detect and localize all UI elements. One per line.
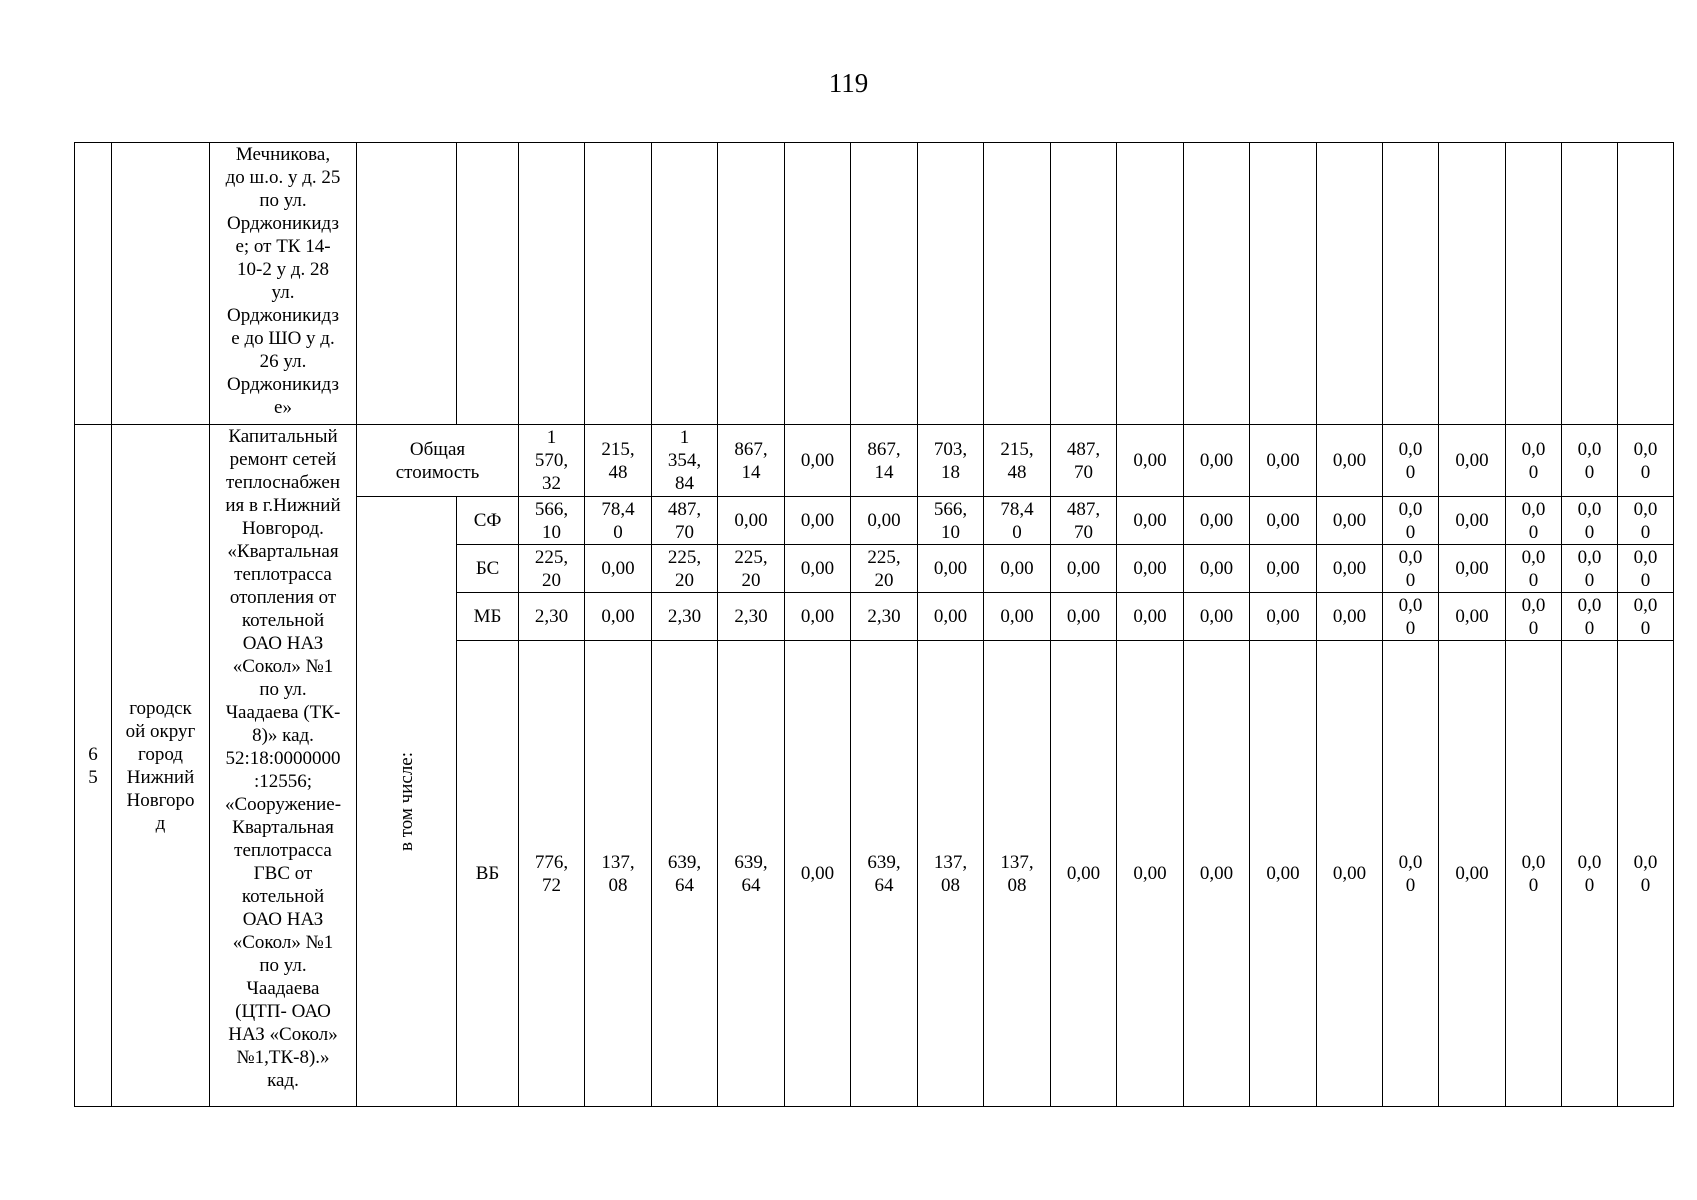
empty-cell	[718, 143, 785, 425]
cell-value: 0,0 0	[1577, 851, 1602, 896]
cell-value: 225, 20	[734, 546, 768, 591]
cell-value: 0,00	[800, 510, 835, 531]
value-cell	[652, 641, 718, 1107]
value-cell	[984, 593, 1051, 641]
cell-value: 0,0 0	[1521, 546, 1546, 591]
cell-value: 0,0 0	[1633, 594, 1658, 639]
total-label: Общая стоимость	[395, 438, 480, 483]
value-cell	[718, 497, 785, 545]
value-cell	[652, 545, 718, 593]
cell-value: 0,00	[1455, 863, 1489, 884]
value-cell	[851, 593, 918, 641]
value-cell	[1250, 545, 1317, 593]
cell-value: 0,0 0	[1398, 546, 1423, 591]
value-cell	[1051, 497, 1117, 545]
cell-value: 0,00	[1199, 863, 1234, 884]
value-cell	[851, 425, 918, 497]
cell-value: 0,00	[1455, 606, 1489, 627]
value-cell	[1184, 593, 1250, 641]
page-number: 119	[828, 68, 869, 98]
value-cell	[1506, 641, 1562, 1107]
cell-value: 2,30	[734, 606, 768, 627]
value-cell	[1117, 497, 1184, 545]
cell-value: 0,0 0	[1577, 546, 1602, 591]
empty-cell	[984, 143, 1051, 425]
value-cell	[918, 593, 984, 641]
value-cell	[585, 593, 652, 641]
cell-value: 0,0 0	[1521, 498, 1546, 543]
value-cell	[785, 641, 851, 1107]
cell-value: 0,00	[1266, 450, 1300, 471]
value-cell	[1618, 593, 1674, 641]
cell-value: 0,0 0	[1633, 438, 1658, 483]
value-cell	[1383, 497, 1439, 545]
total-row	[75, 425, 1674, 497]
cell-value: 487, 70	[1066, 438, 1101, 483]
cell-value: 0,0 0	[1398, 851, 1423, 896]
value-cell	[1051, 545, 1117, 593]
description-text: Мечникова, до ш.о. у д. 25 по ул. Орджоникидз е; от ТК 14- 10-2 у д. 28 ул. Орджоникидз е до ШО у д. 26 ул. Орджоникидз е»	[225, 144, 341, 418]
value-cell	[1506, 425, 1562, 497]
value-cell	[718, 545, 785, 593]
value-cell	[918, 425, 984, 497]
cell-value: 639, 64	[734, 851, 768, 896]
cell-value: 0,00	[1199, 510, 1234, 531]
cell-value: 0,00	[1133, 606, 1167, 627]
cell-value: 0,00	[1199, 450, 1234, 471]
empty-cell	[1184, 143, 1250, 425]
cell-value: 78,4 0	[601, 498, 635, 543]
value-cell	[1383, 545, 1439, 593]
cell-value: 225, 20	[867, 546, 901, 591]
value-cell	[918, 497, 984, 545]
cell-value: 0,00	[1133, 510, 1167, 531]
empty-cell	[457, 143, 519, 425]
cell-value: 0,00	[601, 558, 635, 579]
cell-value: 0,00	[734, 510, 768, 531]
cell-value: 0,00	[1133, 863, 1167, 884]
cell-value: 639, 64	[867, 851, 901, 896]
cell-value: 0,0 0	[1521, 438, 1546, 483]
value-cell	[1250, 593, 1317, 641]
cell-value: 867, 14	[867, 438, 901, 483]
cell-value: 0,00	[1000, 558, 1034, 579]
value-cell	[1317, 641, 1383, 1107]
cell-value: 776, 72	[534, 851, 569, 896]
cell-value: 487, 70	[667, 498, 702, 543]
value-cell	[1051, 425, 1117, 497]
cell-value: 0,00	[1455, 558, 1489, 579]
empty-cell	[357, 143, 457, 425]
including-label: в том числе:	[396, 751, 418, 852]
empty-cell	[1562, 143, 1618, 425]
value-cell	[1250, 425, 1317, 497]
value-cell	[851, 641, 918, 1107]
municipality-cell	[112, 143, 210, 425]
value-cell	[851, 497, 918, 545]
cell-value: 78,4 0	[1000, 498, 1034, 543]
cell-value: 0,0 0	[1633, 498, 1658, 543]
cell-value: 0,0 0	[1577, 594, 1602, 639]
source-label: МБ	[473, 606, 502, 627]
value-cell	[1439, 497, 1506, 545]
source-label: ВБ	[475, 863, 500, 884]
value-cell	[1184, 425, 1250, 497]
cell-value: 0,0 0	[1398, 498, 1423, 543]
cell-value: 0,00	[1455, 510, 1489, 531]
cell-value: 0,00	[1266, 510, 1300, 531]
item-number: 6 5	[88, 743, 98, 788]
cell-value: 1 570, 32	[534, 427, 569, 494]
value-cell	[984, 425, 1051, 497]
value-cell	[1618, 545, 1674, 593]
value-cell	[785, 593, 851, 641]
value-cell	[918, 545, 984, 593]
empty-cell	[918, 143, 984, 425]
cell-value: 0,0 0	[1398, 594, 1423, 639]
value-cell	[1250, 497, 1317, 545]
cell-value: 703, 18	[933, 438, 968, 483]
cell-value: 0,0 0	[1633, 546, 1658, 591]
cell-value: 566, 10	[534, 498, 569, 543]
cell-value: 1 354, 84	[667, 427, 702, 494]
value-cell	[1439, 641, 1506, 1107]
value-cell	[918, 641, 984, 1107]
cell-value: 639, 64	[667, 851, 702, 896]
item-description: Капитальный ремонт сетей теплоснабжен ия в г.Нижний Новгород. «Квартальная теплотрасса отопления от котельной ОАО НАЗ «Сокол» №1 по ул. Чаадаева (ТК- 8)» кад. 52:18:0000000 :12556; «Сооружение- Квартальная теплотрасса ГВС от котельной ОАО НАЗ «Сокол» №1 по ул. Чаадаева (ЦТП- ОАО НАЗ «Сокол» №1,ТК-8).» кад.	[224, 426, 342, 1091]
value-cell	[1618, 641, 1674, 1107]
cell-value: 0,00	[800, 450, 835, 471]
cell-value: 0,00	[800, 558, 835, 579]
cell-value: 0,0 0	[1521, 594, 1546, 639]
cell-value: 215, 48	[1000, 438, 1034, 483]
value-cell	[1383, 425, 1439, 497]
source-label-cell	[457, 641, 519, 1107]
cell-value: 0,00	[1133, 558, 1167, 579]
value-cell	[1184, 545, 1250, 593]
cell-value: 0,00	[933, 558, 968, 579]
source-label: БС	[475, 558, 500, 579]
empty-cell	[1383, 143, 1439, 425]
value-cell	[1051, 641, 1117, 1107]
value-cell	[718, 593, 785, 641]
item-municipality-cell	[112, 425, 210, 1107]
cell-value: 0,00	[1332, 606, 1367, 627]
value-cell	[984, 641, 1051, 1107]
cell-value: 0,00	[1266, 863, 1300, 884]
cell-value: 0,00	[1066, 558, 1101, 579]
empty-cell	[1618, 143, 1674, 425]
item-municipality: городск ой округ город Нижний Новгоро д	[125, 697, 196, 834]
value-cell	[1618, 425, 1674, 497]
value-cell	[718, 641, 785, 1107]
cell-value: 2,30	[667, 606, 702, 627]
description-cell	[210, 143, 357, 425]
value-cell	[1562, 425, 1618, 497]
value-cell	[1317, 425, 1383, 497]
value-cell	[1562, 641, 1618, 1107]
item-description-cell	[210, 425, 357, 1107]
cell-value: 566, 10	[933, 498, 968, 543]
value-cell	[785, 497, 851, 545]
value-cell	[585, 545, 652, 593]
cell-value: 225, 20	[534, 546, 569, 591]
cell-value: 0,00	[1455, 450, 1489, 471]
cell-value: 0,0 0	[1577, 438, 1602, 483]
cell-value: 0,00	[933, 606, 968, 627]
value-cell	[1184, 641, 1250, 1107]
value-cell	[652, 497, 718, 545]
cell-value: 0,00	[1332, 558, 1367, 579]
continuation-row	[75, 143, 1674, 425]
cell-value: 0,00	[1000, 606, 1034, 627]
number-cell	[75, 143, 112, 425]
cell-value: 0,00	[1332, 450, 1367, 471]
value-cell	[785, 545, 851, 593]
value-cell	[652, 593, 718, 641]
empty-cell	[1051, 143, 1117, 425]
value-cell	[1506, 593, 1562, 641]
value-cell	[1383, 641, 1439, 1107]
source-label-cell	[457, 497, 519, 545]
source-label: СФ	[473, 510, 502, 531]
empty-cell	[785, 143, 851, 425]
value-cell	[1562, 497, 1618, 545]
cell-value: 0,00	[1066, 863, 1101, 884]
value-cell	[1439, 545, 1506, 593]
source-label-cell	[457, 593, 519, 641]
value-cell	[519, 425, 585, 497]
cell-value: 0,00	[800, 863, 835, 884]
value-cell	[1506, 545, 1562, 593]
value-cell	[1383, 593, 1439, 641]
cell-value: 0,00	[601, 606, 635, 627]
value-cell	[1506, 497, 1562, 545]
empty-cell	[1250, 143, 1317, 425]
value-cell	[1562, 545, 1618, 593]
empty-cell	[585, 143, 652, 425]
empty-cell	[1117, 143, 1184, 425]
value-cell	[585, 425, 652, 497]
value-cell	[585, 497, 652, 545]
cell-value: 137, 08	[933, 851, 968, 896]
value-cell	[1184, 497, 1250, 545]
value-cell	[1117, 425, 1184, 497]
cell-value: 0,00	[1199, 558, 1234, 579]
cell-value: 0,0 0	[1521, 851, 1546, 896]
value-cell	[585, 641, 652, 1107]
item-number-cell	[75, 425, 112, 1107]
value-cell	[984, 545, 1051, 593]
cell-value: 2,30	[867, 606, 901, 627]
value-cell	[1439, 425, 1506, 497]
empty-cell	[851, 143, 918, 425]
cell-value: 487, 70	[1066, 498, 1101, 543]
value-cell	[1250, 641, 1317, 1107]
cell-value: 0,0 0	[1398, 438, 1423, 483]
including-label-cell	[357, 497, 457, 1107]
empty-cell	[519, 143, 585, 425]
value-cell	[519, 497, 585, 545]
cell-value: 867, 14	[734, 438, 768, 483]
cell-value: 0,0 0	[1577, 498, 1602, 543]
value-cell	[1317, 545, 1383, 593]
value-cell	[851, 545, 918, 593]
empty-cell	[1439, 143, 1506, 425]
value-cell	[785, 425, 851, 497]
value-cell	[1562, 593, 1618, 641]
cell-value: 0,00	[1266, 558, 1300, 579]
value-cell	[984, 497, 1051, 545]
cell-value: 137, 08	[601, 851, 635, 896]
financing-table	[74, 142, 1674, 1107]
value-cell	[519, 641, 585, 1107]
value-cell	[519, 593, 585, 641]
value-cell	[1117, 641, 1184, 1107]
cell-value: 0,00	[1066, 606, 1101, 627]
cell-value: 0,00	[1266, 606, 1300, 627]
value-cell	[1439, 593, 1506, 641]
value-cell	[718, 425, 785, 497]
value-cell	[1051, 593, 1117, 641]
value-cell	[652, 425, 718, 497]
source-label-cell	[457, 545, 519, 593]
value-cell	[1317, 593, 1383, 641]
cell-value: 137, 08	[1000, 851, 1034, 896]
empty-cell	[1506, 143, 1562, 425]
cell-value: 225, 20	[667, 546, 702, 591]
cell-value: 0,0 0	[1633, 851, 1658, 896]
cell-value: 215, 48	[601, 438, 635, 483]
cell-value: 0,00	[800, 606, 835, 627]
cell-value: 0,00	[1332, 510, 1367, 531]
cell-value: 2,30	[534, 606, 569, 627]
value-cell	[519, 545, 585, 593]
value-cell	[1317, 497, 1383, 545]
value-cell	[1618, 497, 1674, 545]
cell-value: 0,00	[1332, 863, 1367, 884]
cell-value: 0,00	[867, 510, 901, 531]
empty-cell	[652, 143, 718, 425]
value-cell	[1117, 545, 1184, 593]
value-cell	[1117, 593, 1184, 641]
empty-cell	[1317, 143, 1383, 425]
cell-value: 0,00	[1133, 450, 1167, 471]
total-label-cell	[357, 425, 519, 497]
cell-value: 0,00	[1199, 606, 1234, 627]
